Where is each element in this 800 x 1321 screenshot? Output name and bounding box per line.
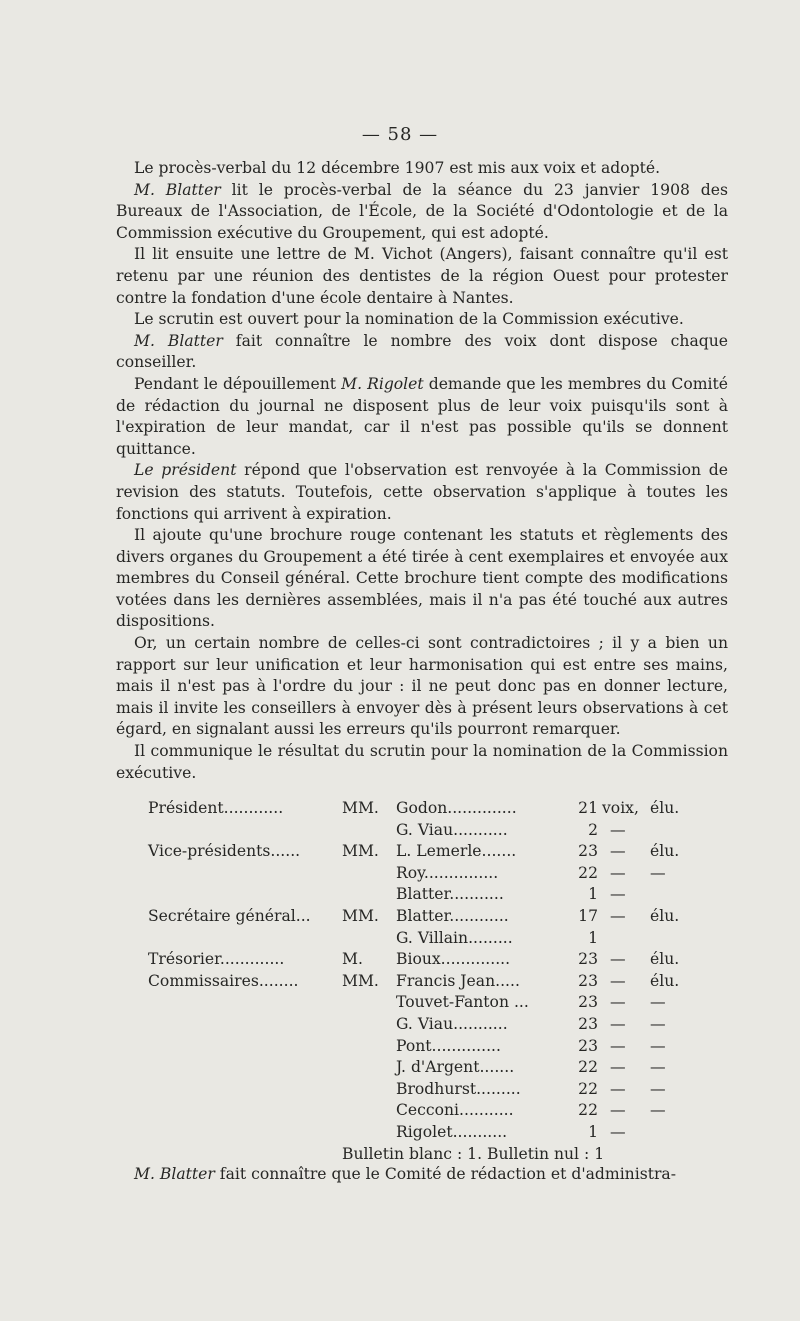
election-status: — <box>650 1079 666 1098</box>
page-number: — 58 — <box>361 124 439 145</box>
text-run: demande que les membres du Comité de rédaction du journal ne disposent plus de leur voix puisqu'ils sont à l'expiration de leur mandat, car il n'est pas possible qu'ils se donnent quittance. <box>116 374 728 458</box>
office-label: Secrétaire général... <box>148 906 311 925</box>
candidate-name: Francis Jean..... <box>396 971 520 990</box>
paragraph <box>116 180 728 245</box>
dash: — <box>610 863 626 882</box>
vote-count: 1 <box>588 1122 598 1141</box>
election-status: — <box>650 1101 666 1120</box>
election-results-table <box>116 798 728 1165</box>
vote-count: 23 <box>578 950 598 969</box>
results-row <box>116 992 728 1014</box>
text-run: fait connaître que le Comité de rédaction et d'administra- <box>214 1165 677 1183</box>
dash: — <box>610 906 626 925</box>
text-run: Le scrutin est ouvert pour la nomination de la Commission exécutive. <box>134 310 684 329</box>
vote-count: 23 <box>578 842 598 861</box>
honorific: MM. <box>342 799 379 817</box>
candidate-name: G. Viau........... <box>396 820 508 839</box>
text-run: Il communique le résultat du scrutin pour la nomination de la Commission exécutive. <box>116 742 728 782</box>
text-run: Il lit ensuite une lettre de M. Vichot (Angers), faisant connaître qu'il est retenu par une réunion des dentistes de la région Ouest pour protester contre la fondation d'une école dentaire à Nantes. <box>116 245 728 307</box>
dash: — <box>610 1101 626 1120</box>
candidate-name: Touvet-Fanton ... <box>396 993 529 1012</box>
candidate-name: Blatter............ <box>396 906 509 925</box>
candidate-name: Pont.............. <box>396 1036 501 1055</box>
results-row <box>116 949 728 971</box>
results-row <box>116 798 728 820</box>
candidate-name: Bioux.............. <box>396 950 511 969</box>
vote-count: 1 <box>588 928 598 947</box>
text-run: Or, un certain nombre de celles-ci sont contradictoires ; il y a bien un rapport sur leur unification et leur harmonisation qui est entre ses mains, mais il n'est pas à l'ordre du jour : il ne peut donc pas en donner lecture, mais il invite les conseillers à envoyer dès à présent leurs observations à cet égard, en signalant aussi les erreurs qu'ils pourront remarquer. <box>116 634 728 739</box>
candidate-name: Roy............... <box>396 863 499 882</box>
election-status: — <box>650 1036 666 1055</box>
paragraph <box>116 460 728 525</box>
election-status: — <box>650 1058 666 1077</box>
results-row <box>116 1100 728 1122</box>
ballot-summary: Bulletin blanc : 1. Bulletin nul : 1 <box>342 1144 605 1163</box>
office-label: Président............ <box>148 799 284 817</box>
results-row <box>116 1079 728 1101</box>
election-status: — <box>650 1014 666 1033</box>
candidate-name: L. Lemerle....... <box>396 842 517 861</box>
candidate-name: Cecconi........... <box>396 1101 514 1120</box>
candidate-name: Rigolet........... <box>396 1122 508 1141</box>
candidate-name: Godon.............. <box>396 799 517 817</box>
dash: — <box>610 842 626 861</box>
results-row <box>116 1036 728 1058</box>
candidate-name: G. Viau........... <box>396 1014 508 1033</box>
results-row <box>116 1057 728 1079</box>
dash: — <box>610 971 626 990</box>
results-row <box>116 971 728 993</box>
dash: — <box>610 1079 626 1098</box>
honorific: M. <box>342 950 363 969</box>
text-run: fait connaître le nombre des voix dont dispose chaque conseiller. <box>116 331 729 372</box>
body-text <box>116 158 728 784</box>
vote-count: 1 <box>588 885 598 904</box>
candidate-name: J. d'Argent....... <box>396 1058 515 1077</box>
speaker-name: Le président <box>134 461 237 480</box>
election-status: élu. <box>650 950 680 969</box>
dash: — <box>610 1058 626 1077</box>
office-label: Commissaires........ <box>148 971 299 990</box>
paragraph <box>116 158 728 180</box>
vote-count: 17 <box>578 906 598 925</box>
vote-count: 22 <box>578 1101 598 1120</box>
text-run: Le procès-verbal du 12 décembre 1907 est mis aux voix et adopté. <box>134 159 661 177</box>
results-row <box>116 906 728 928</box>
speaker-name: M. Blatter <box>134 180 221 199</box>
election-status: élu. <box>650 906 680 925</box>
paragraph <box>116 244 728 309</box>
vote-count: 22 <box>578 1058 598 1077</box>
speaker-name: M. Blatter <box>134 331 223 350</box>
election-status: — <box>650 993 666 1012</box>
results-row <box>116 1122 728 1144</box>
vote-count: 21 <box>578 799 598 817</box>
speaker-name: M. Blatter <box>134 1165 215 1183</box>
text-run: répond que l'observation est renvoyée à la Commission de revision des statuts. Toutefois, cette observation s'applique à toutes les fonctions qui arrivent à expiration. <box>116 461 728 523</box>
vote-count: 23 <box>578 1036 598 1055</box>
vote-count: 23 <box>578 1014 598 1033</box>
dash: — <box>610 993 626 1012</box>
paragraph <box>116 309 728 331</box>
vote-count: 23 <box>578 971 598 990</box>
paragraph <box>116 525 728 633</box>
closing-paragraph <box>116 1164 728 1186</box>
vote-unit: voix, <box>602 799 639 817</box>
dash: — <box>610 820 626 839</box>
dash: — <box>610 1036 626 1055</box>
dash: — <box>610 1122 626 1141</box>
vote-count: 23 <box>578 993 598 1012</box>
candidate-name: G. Villain......... <box>396 928 513 947</box>
honorific: MM. <box>342 842 379 861</box>
results-row <box>116 884 728 906</box>
vote-count: 22 <box>578 863 598 882</box>
candidate-name: Brodhurst......... <box>396 1079 521 1098</box>
honorific: MM. <box>342 906 379 925</box>
results-row <box>116 1014 728 1036</box>
election-status: — <box>650 863 666 882</box>
results-row <box>116 928 728 950</box>
election-status: élu. <box>650 971 680 990</box>
office-label: Trésorier............. <box>148 950 285 969</box>
vote-count: 2 <box>588 820 598 839</box>
honorific: MM. <box>342 971 379 990</box>
election-status: élu. <box>650 799 680 817</box>
results-footer <box>116 1144 728 1166</box>
text-run: Il ajoute qu'une brochure rouge contenant les statuts et règlements des divers organes du Groupement a été tirée à cent exemplaires et envoyée aux membres du Conseil général. Cette brochure tient compte des modifications votées dans les dernières assemblées, mais il n'a pas été touché aux autres dispositions. <box>116 526 728 631</box>
vote-count: 22 <box>578 1079 598 1098</box>
text-run: lit le procès-verbal de la séance du 23 janvier 1908 des Bureaux de l'Association, de l'École, de la Société d'Odontologie et de la Commission exécutive du Groupement, qui est adopté. <box>116 180 728 242</box>
text-run: Pendant le dépouillement <box>134 374 342 393</box>
paragraph <box>116 331 728 374</box>
speaker-name: M. Rigolet <box>341 374 424 393</box>
results-row <box>116 841 728 863</box>
dash: — <box>610 1014 626 1033</box>
paragraph <box>116 633 728 741</box>
office-label: Vice-présidents...... <box>148 842 301 861</box>
election-status: élu. <box>650 842 680 861</box>
paragraph <box>116 374 728 460</box>
results-row <box>116 820 728 842</box>
results-row <box>116 863 728 885</box>
dash: — <box>610 885 626 904</box>
dash: — <box>610 950 626 969</box>
paragraph <box>116 741 728 784</box>
candidate-name: Blatter........... <box>396 885 504 904</box>
